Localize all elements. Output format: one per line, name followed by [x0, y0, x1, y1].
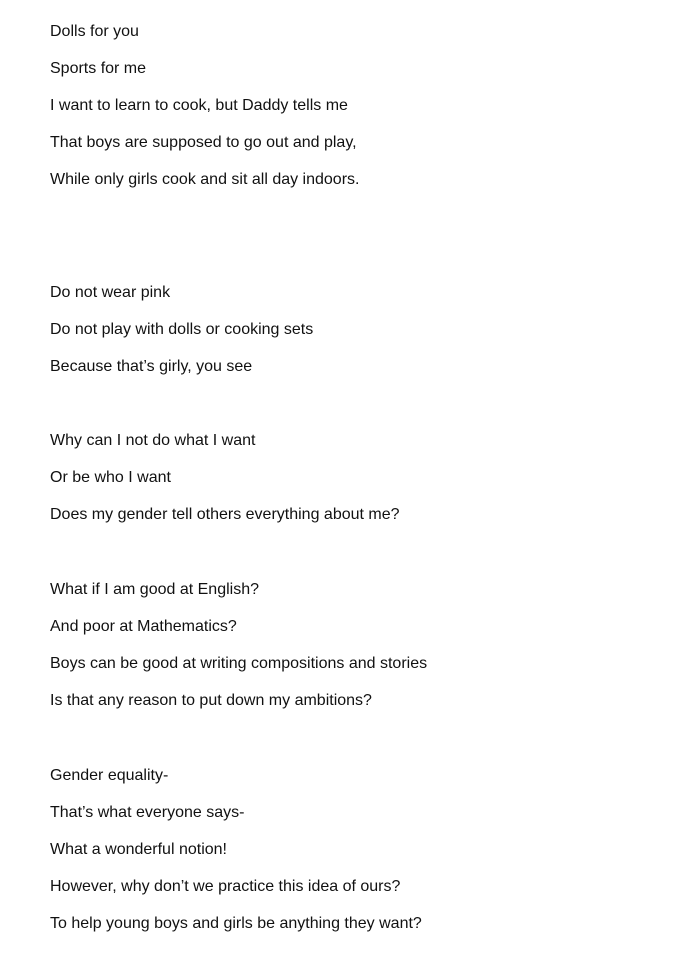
stanza-2: [50, 274, 313, 385]
poem-line: Dolls for you: [50, 23, 139, 40]
stanza-4: [50, 571, 427, 719]
poem-line: Why can I not do what I want: [50, 432, 256, 449]
poem-line: Sports for me: [50, 60, 147, 77]
poem-line: Or be who I want: [50, 469, 171, 486]
poem-line: What a wonderful notion!: [50, 841, 227, 858]
poem-line: To help young boys and girls be anything they want?: [50, 915, 422, 932]
poem-line: Boys can be good at writing compositions and stories: [50, 655, 428, 672]
poem-line: That’s what everyone says-: [50, 804, 245, 821]
stanza-5: [50, 757, 422, 942]
poem-line: Because that’s girly, you see: [50, 358, 253, 375]
poem-line: Do not wear pink: [50, 284, 171, 301]
poem-line: That boys are supposed to go out and play,: [50, 134, 357, 151]
poem-line: I want to learn to cook, but Daddy tells me: [50, 97, 348, 114]
stanza-3: [50, 422, 400, 533]
poem-line: Do not play with dolls or cooking sets: [50, 321, 314, 338]
poem-line: Gender equality-: [50, 767, 169, 784]
poem-line: Does my gender tell others everything about me?: [50, 506, 400, 523]
poem-line: While only girls cook and sit all day indoors.: [50, 171, 360, 188]
poem-line: However, why don’t we practice this idea of ours?: [50, 878, 401, 895]
stanza-1: [50, 13, 359, 198]
poem-line: And poor at Mathematics?: [50, 618, 237, 635]
poem-line: What if I am good at English?: [50, 581, 259, 598]
poem-line: Is that any reason to put down my ambitions?: [50, 692, 372, 709]
